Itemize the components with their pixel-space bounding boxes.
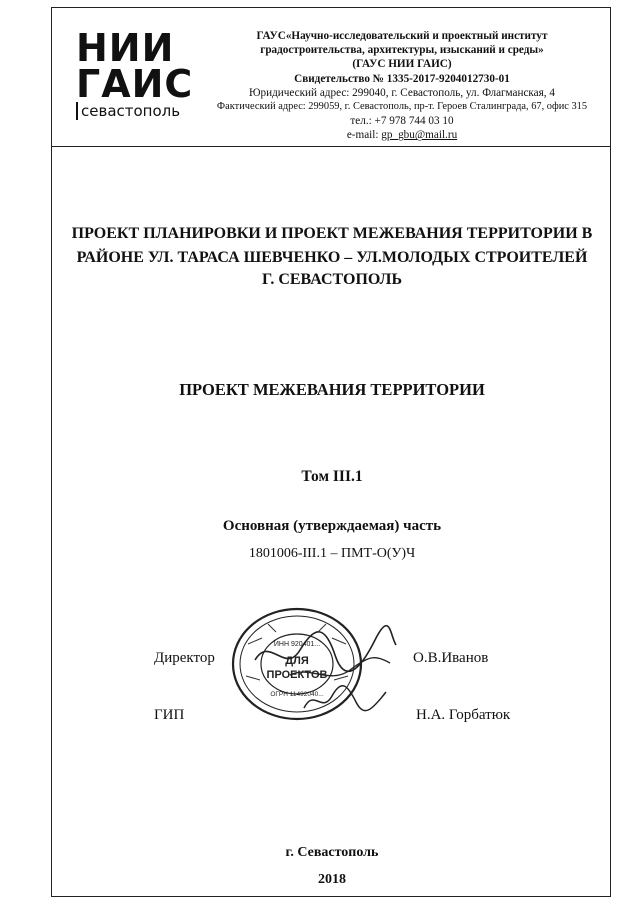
- chief-engineer-label: ГИП: [154, 707, 185, 723]
- director-name: О.В.Иванов: [413, 650, 489, 666]
- nii-gais-logo: [76, 26, 194, 122]
- stamp-text-ogrn: ОГРН 11492040...: [270, 691, 324, 698]
- document-code: 1801006-III.1 – ПМТ-О(У)Ч: [248, 546, 416, 561]
- logo-text-city: севастополь: [76, 102, 188, 120]
- part-title: Основная (утверждаемая) часть: [222, 518, 442, 534]
- org-legal-address: Юридический адрес: 299040, г. Севастополь, ул. Флагманская, 4: [249, 86, 555, 99]
- stamp-text-proektov: ПРОЕКТОВ: [266, 669, 328, 681]
- org-name-line: градостроительства, архитектуры, изысканий и среды»: [260, 44, 544, 57]
- org-actual-address: Фактический адрес: 299059, г. Севастополь, пр-т. Героев Сталинграда, 67, офис 315: [216, 101, 588, 113]
- email-prefix: e-mail:: [346, 129, 382, 142]
- footer-city: г. Севастополь: [285, 845, 379, 860]
- logo-text-nii: НИИ: [76, 26, 175, 70]
- email-link[interactable]: gp_gbu@mail.ru: [381, 129, 458, 142]
- project-title-city: Г. СЕВАСТОПОЛЬ: [261, 271, 403, 288]
- director-label: Директор: [154, 650, 215, 666]
- project-title-line-1: ПРОЕКТ ПЛАНИРОВКИ И ПРОЕКТ МЕЖЕВАНИЯ ТЕРРИТОРИИ В: [71, 225, 593, 242]
- volume-number: Том III.1: [301, 468, 363, 485]
- org-phone: тел.: +7 978 744 03 10: [350, 115, 454, 128]
- stamp-text-dlya: ДЛЯ: [285, 655, 309, 667]
- stamp-text-inn: ИНН 920401...: [273, 641, 321, 648]
- document-type: ПРОЕКТ МЕЖЕВАНИЯ ТЕРРИТОРИИ: [179, 380, 485, 399]
- org-short-name: (ГАУС НИИ ГАИС): [352, 58, 452, 71]
- header-divider: [51, 146, 611, 147]
- org-certificate: Свидетельство № 1335-2017-9204012730-01: [294, 72, 510, 85]
- organization-stamp: [228, 604, 366, 722]
- organization-details: [196, 29, 608, 143]
- project-title-line-2: РАЙОНЕ УЛ. ТАРАСА ШЕВЧЕНКО – УЛ.МОЛОДЫХ СТРОИТЕЛЕЙ: [76, 249, 588, 266]
- org-email-line: [196, 128, 608, 142]
- footer-year: 2018: [318, 872, 346, 887]
- chief-engineer-name: Н.А. Горбатюк: [416, 707, 511, 723]
- org-name-line: ГАУС«Научно-исследовательский и проектный институт: [256, 30, 548, 42]
- logo-text-gais: ГАИС: [76, 62, 194, 106]
